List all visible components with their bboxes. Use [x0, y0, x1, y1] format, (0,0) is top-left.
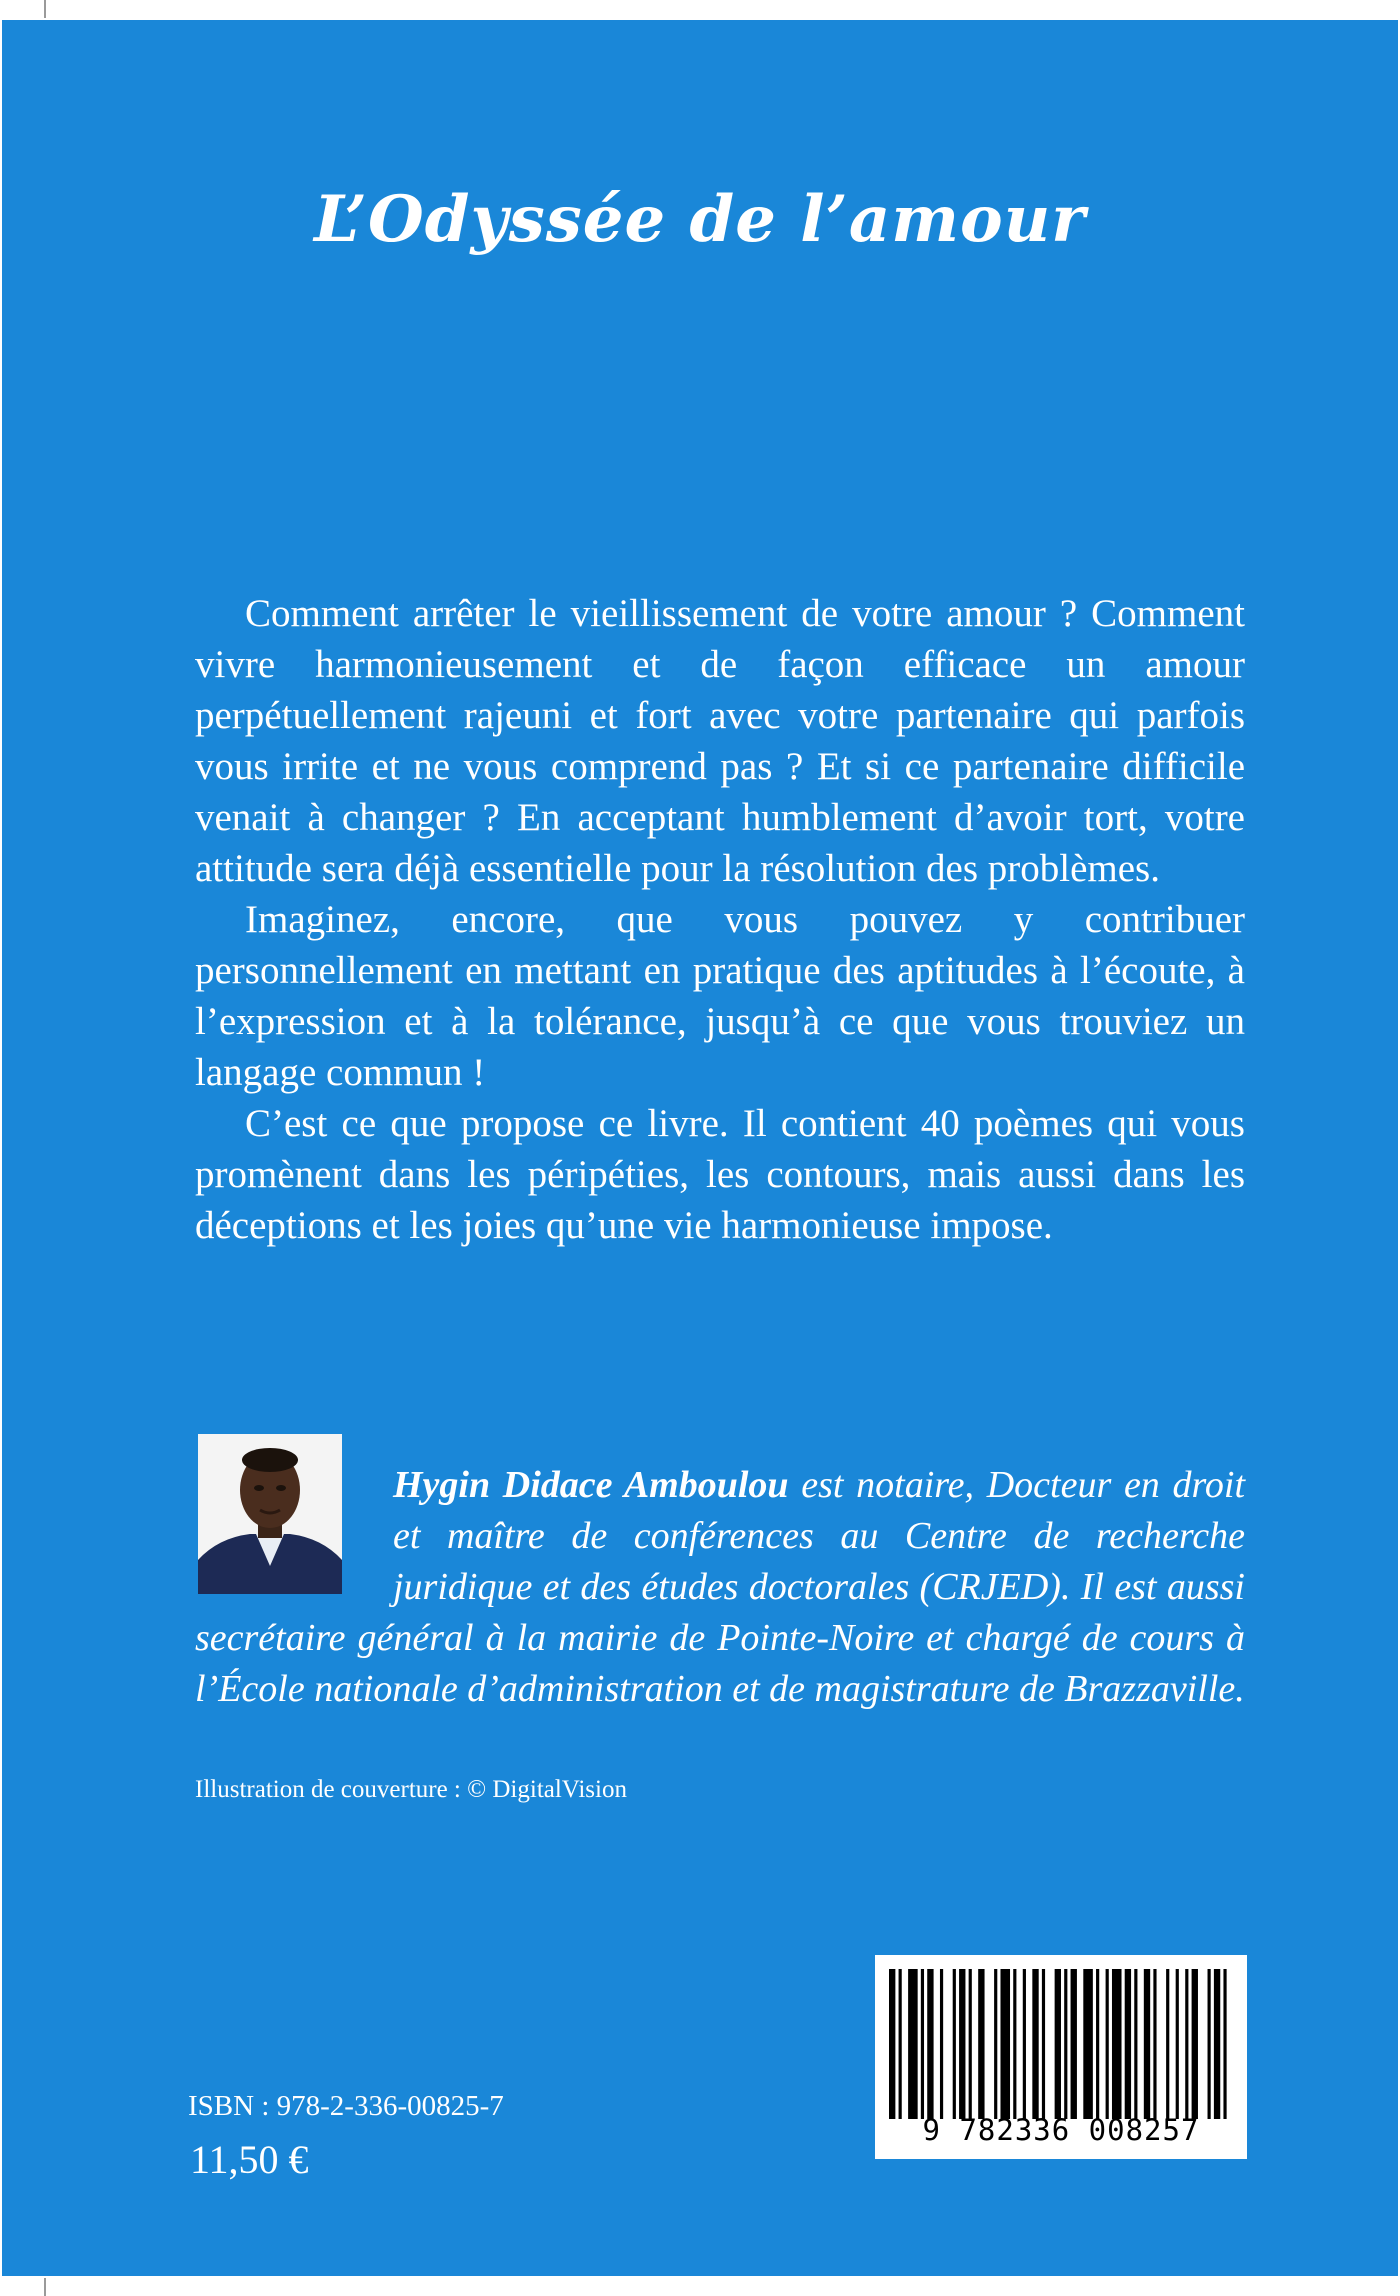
barcode-bars — [889, 1969, 1233, 2119]
isbn: ISBN : 978-2-336-00825-7 — [188, 2090, 504, 2122]
author-name: Hygin Didace Amboulou — [393, 1464, 789, 1506]
book-title: L’Odyssée de l’amour — [314, 182, 1086, 257]
barcode-digits: 9 782336 008257 — [922, 2113, 1200, 2147]
blurb-paragraph: Comment arrêter le vieillissement de votre amour ? Comment vivre harmonieusement et de façon efficace un amour perpétuellement rajeuni et fort avec votre partenaire qui parfois vous irrite et ne vous comprend pas ? Et si ce partenaire difficile venait à changer ? En acceptant humblement d’avoir tort, votre attitude sera déjà essentielle pour la résolution des problèmes. — [195, 592, 1245, 890]
blurb-paragraph: C’est ce que propose ce livre. Il contient 40 poèmes qui vous promènent dans les péripéties, les contours, mais aussi dans les déceptions et les joies qu’une vie harmonieuse impose. — [195, 1102, 1245, 1247]
cover-credit: Illustration de couverture : © DigitalVision — [195, 1776, 627, 1803]
price: 11,50 € — [190, 2137, 309, 2182]
book-blurb — [195, 588, 1245, 1251]
barcode — [875, 1955, 1247, 2159]
back-cover — [2, 20, 1398, 2276]
blurb-paragraph: Imaginez, encore, que vous pouvez y contribuer personnellement en mettant en pratique des aptitudes à l’écoute, à l’expression et à la tolérance, jusqu’à ce que vous trouviez un langage commun ! — [195, 898, 1245, 1094]
crop-mark-bottom-left — [44, 2278, 46, 2296]
author-bio — [195, 1460, 1245, 1715]
author-bio-text: est notaire, Docteur en droit et maître de conférences au Centre de recherche juridique et des études doctorales (CRJED). Il est aussi secrétaire général à la mairie de Pointe-Noire et chargé de cours à l’École nationale d’administration et de magistrature de Brazzaville. — [195, 1464, 1245, 1710]
crop-mark-top-left — [44, 0, 46, 18]
